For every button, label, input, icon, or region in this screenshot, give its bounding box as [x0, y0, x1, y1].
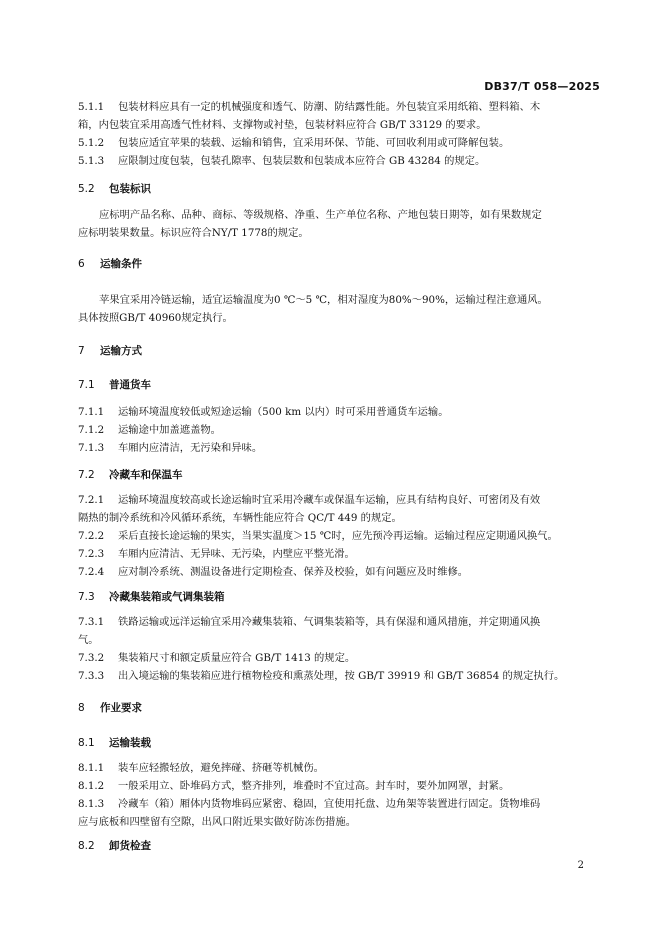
- heading-number: 7: [78, 345, 85, 357]
- clause-number: 7.3.2: [78, 652, 105, 664]
- heading-title: 冷藏集装箱或气调集装箱: [109, 591, 225, 603]
- clause-5-1-3: [78, 153, 598, 169]
- clause-8-1-3-line-2: [78, 814, 598, 830]
- clause-text: 应对制冷系统、测温设备进行定期检查、保养及校验，如有问题应及时维修。: [118, 566, 469, 578]
- para-6-line-1: [99, 292, 619, 308]
- clause-8-1-3-line-1: [78, 796, 598, 812]
- clause-5-1-2: [78, 135, 598, 151]
- clause-5-1-1-line-2: [78, 117, 598, 133]
- paragraph-text: 苹果宜采用冷链运输，适宜运输温度为0 ℃～5 ℃，相对湿度为80%～90%，运输过程注意通风。: [99, 294, 548, 306]
- clause-text: 包装材料应具有一定的机械强度和透气、防潮、防结露性能。外包装宜采用纸箱、塑料箱、木: [118, 101, 541, 113]
- clause-8-1-1: [78, 760, 598, 776]
- clause-7-3-1-line-2: [78, 632, 598, 648]
- clause-text: 气。: [78, 634, 99, 646]
- heading-title: 运输装载: [109, 737, 151, 749]
- heading-7-2: [78, 467, 183, 483]
- heading-7-3: [78, 589, 225, 605]
- heading-number: 6: [78, 258, 85, 270]
- heading-8-1: [78, 735, 151, 751]
- heading-title: 卸货检查: [109, 840, 151, 852]
- clause-text: 运输途中加盖遮盖物。: [118, 424, 221, 436]
- clause-text: 运输环境温度较高或长途运输时宜采用冷藏车或保温车运输，应具有结构良好、可密闭及有效: [118, 494, 541, 506]
- clause-text: 装车应轻搬轻放，避免摔碰、挤砸等机械伤。: [118, 762, 324, 774]
- clause-7-2-4: [78, 564, 598, 580]
- clause-number: 7.3.3: [78, 670, 105, 682]
- paragraph-text: 具体按照GB/T 40960规定执行。: [78, 312, 233, 324]
- clause-text: 车厢内应清洁、无异味、无污染，内壁应平整光滑。: [118, 548, 355, 560]
- clause-number: 5.1.2: [78, 137, 105, 149]
- heading-number: 8.2: [78, 840, 95, 852]
- clause-7-1-1: [78, 404, 598, 420]
- clause-text: 集装箱尺寸和额定质量应符合 GB/T 1413 的规定。: [118, 652, 356, 664]
- para-5-2-line-2: [78, 225, 598, 241]
- clause-text: 包装应适宜苹果的装载、运输和销售，宜采用环保、节能、可回收利用或可降解包装。: [118, 137, 510, 149]
- clause-7-2-1-line-1: [78, 492, 598, 508]
- clause-text: 冷藏车（箱）厢体内货物堆码应紧密、稳固，宜使用托盘、边角架等装置进行固定。货物堆码: [118, 798, 541, 810]
- heading-title: 作业要求: [100, 702, 142, 714]
- clause-number: 5.1.3: [78, 155, 105, 167]
- clause-text: 应与底板和四壁留有空隙，出风口附近果实做好防冻伤措施。: [78, 816, 357, 828]
- heading-8: [78, 700, 142, 716]
- heading-title: 运输方式: [100, 345, 142, 357]
- clause-number: 7.2.2: [78, 530, 105, 542]
- clause-number: 8.1.3: [78, 798, 105, 810]
- clause-number: 7.2.4: [78, 566, 105, 578]
- clause-text: 隔热的制冷系统和冷风循环系统，车辆性能应符合 QC/T 449 的规定。: [78, 512, 402, 524]
- clause-text: 出入境运输的集装箱应进行植物检疫和熏蒸处理，按 GB/T 39919 和 GB/T 36854 的规定执行。: [118, 670, 565, 682]
- clause-number: 7.2.3: [78, 548, 105, 560]
- heading-number: 7.3: [78, 591, 95, 603]
- clause-number: 7.1.2: [78, 424, 105, 436]
- clause-number: 8.1.2: [78, 780, 105, 792]
- clause-number: 5.1.1: [78, 101, 105, 113]
- clause-7-3-3: [78, 668, 598, 684]
- heading-number: 8.1: [78, 737, 95, 749]
- clause-7-2-3: [78, 546, 598, 562]
- clause-text: 运输环境温度较低或短途运输（500 km 以内）时可采用普通货车运输。: [118, 406, 449, 418]
- clause-number: 7.3.1: [78, 616, 105, 628]
- clause-7-1-3: [78, 440, 598, 456]
- heading-7-1: [78, 377, 151, 393]
- clause-7-2-1-line-2: [78, 510, 598, 526]
- heading-title: 运输条件: [100, 258, 142, 270]
- clause-number: 7.2.1: [78, 494, 105, 506]
- heading-number: 8: [78, 702, 85, 714]
- standard-code: DB37/T 058—2025: [484, 80, 600, 93]
- clause-text: 采后直接长途运输的果实，当果实温度＞15 ℃时，应先预冷再运输。运输过程应定期通风换气。: [118, 530, 558, 542]
- paragraph-text: 应标明装果数量。标识应符合NY/T 1778的规定。: [78, 227, 309, 239]
- clause-7-3-1-line-1: [78, 614, 598, 630]
- clause-number: 7.1.1: [78, 406, 105, 418]
- heading-title: 普通货车: [109, 379, 151, 391]
- clause-number: 7.1.3: [78, 442, 105, 454]
- heading-6: [78, 256, 142, 272]
- page-number: 2: [577, 860, 584, 871]
- clause-text: 箱，内包装宜采用高透气性材料、支撑物或衬垫，包装材料应符合 GB/T 33129 的要求。: [78, 119, 487, 131]
- heading-number: 5.2: [78, 183, 95, 195]
- paragraph-text: 应标明产品名称、品种、商标、等级规格、净重、生产单位名称、产地包装日期等，如有果数规定: [99, 209, 542, 221]
- clause-8-1-2: [78, 778, 598, 794]
- clause-7-3-2: [78, 650, 598, 666]
- clause-text: 车厢内应清洁，无污染和异味。: [118, 442, 263, 454]
- clause-number: 8.1.1: [78, 762, 105, 774]
- clause-5-1-1-line-1: [78, 99, 598, 115]
- clause-text: 一般采用立、卧堆码方式，整齐排列，堆叠时不宜过高。封车时，要外加网罩，封紧。: [118, 780, 510, 792]
- para-6-line-2: [78, 310, 598, 326]
- heading-title: 冷藏车和保温车: [109, 469, 183, 481]
- heading-number: 7.1: [78, 379, 95, 391]
- clause-text: 应限制过度包装，包装孔隙率、包装层数和包装成本应符合 GB 43284 的规定。: [118, 155, 486, 167]
- heading-title: 包装标识: [109, 183, 151, 195]
- heading-7: [78, 343, 142, 359]
- clause-text: 铁路运输或远洋运输宜采用冷藏集装箱、气调集装箱等，具有保湿和通风措施，并定期通风换: [118, 616, 541, 628]
- heading-8-2: [78, 838, 151, 854]
- heading-5-2: [78, 181, 151, 197]
- clause-7-2-2: [78, 528, 598, 544]
- clause-7-1-2: [78, 422, 598, 438]
- heading-number: 7.2: [78, 469, 95, 481]
- para-5-2-line-1: [99, 207, 619, 223]
